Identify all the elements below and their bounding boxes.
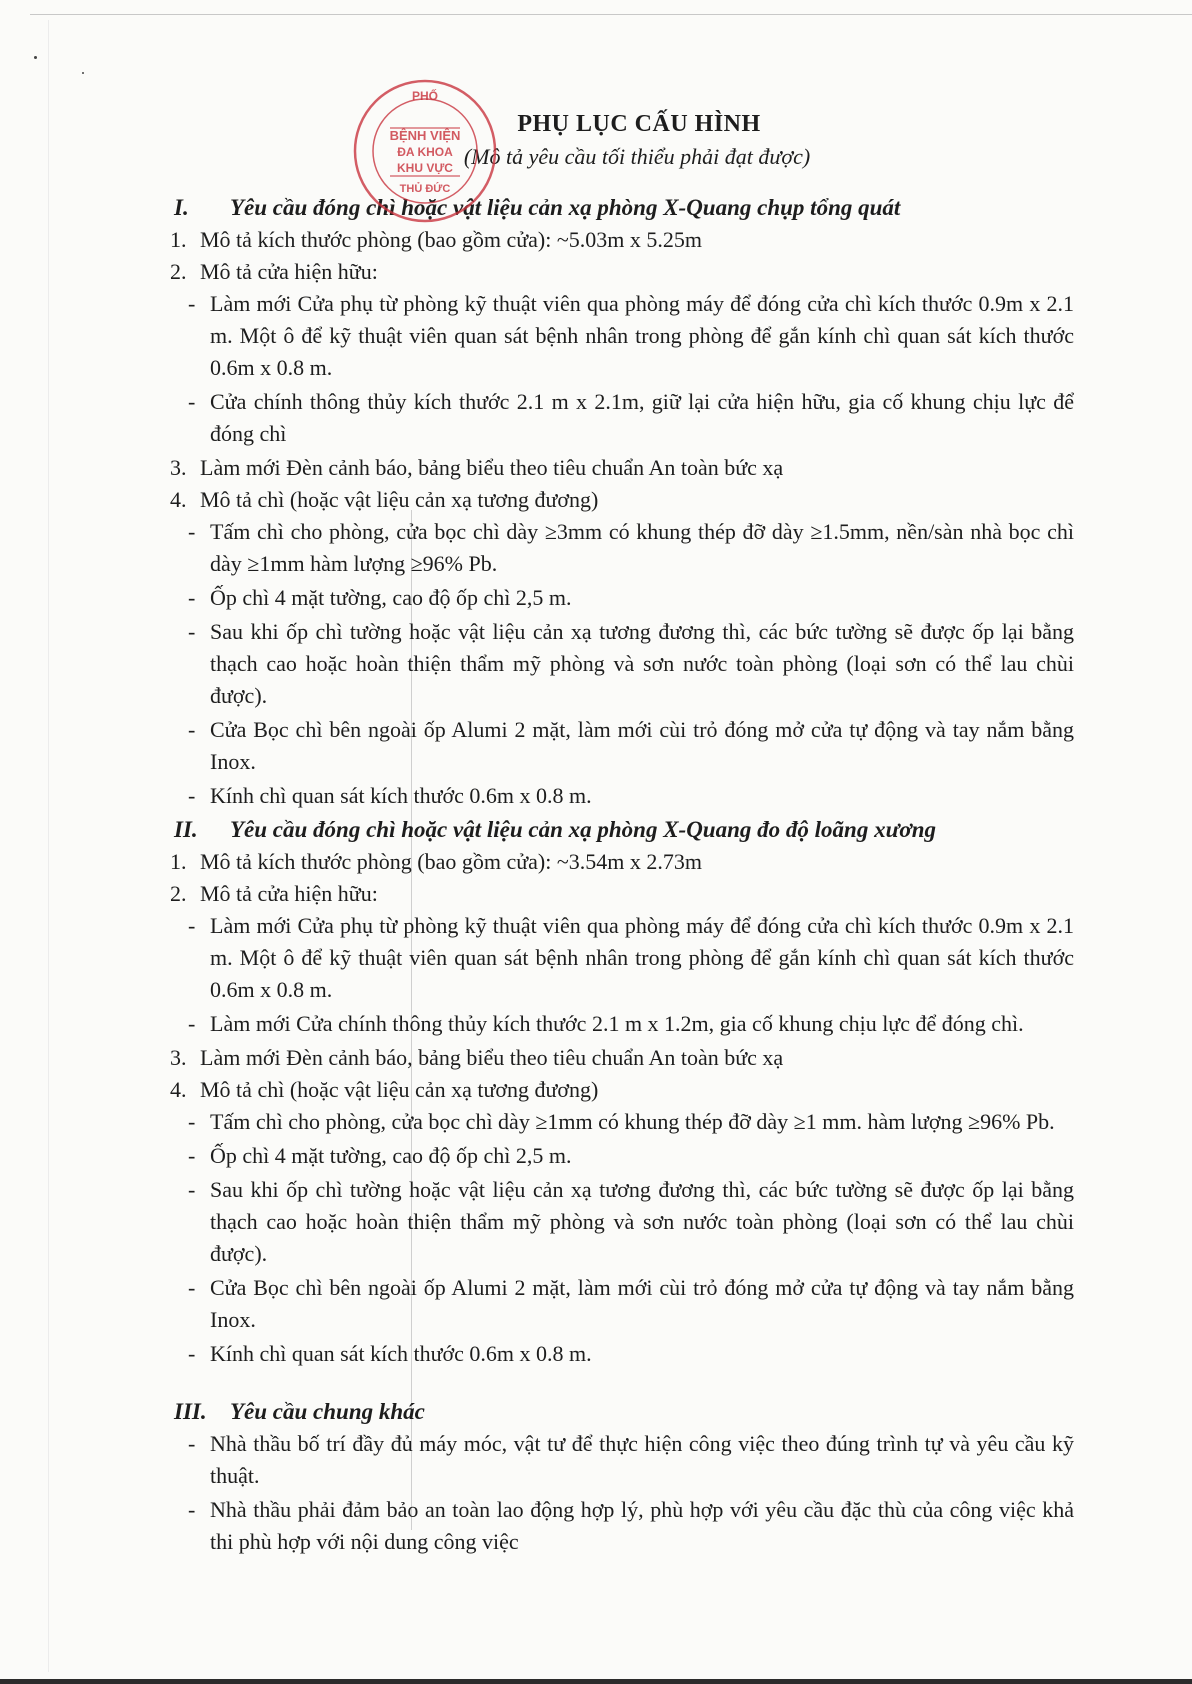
item-number: 3. bbox=[170, 1045, 187, 1070]
scan-edge-top bbox=[30, 14, 1192, 15]
bullet-item bbox=[188, 714, 1074, 778]
bullet-item bbox=[188, 1008, 1074, 1040]
item-text: Sau khi ốp chì tường hoặc vật liệu cản xạ tương đương thì, các bức tường sẽ được ốp lại bằng thạch cao hoặc hoàn thiện thẩm mỹ phòng và sơn nước toàn phòng (loại sơn có thể lau chùi được). bbox=[210, 1177, 1074, 1266]
bullet-item bbox=[188, 516, 1074, 580]
item-text: Ốp chì 4 mặt tường, cao độ ốp chì 2,5 m. bbox=[210, 1143, 572, 1168]
bullet-item bbox=[188, 582, 1074, 614]
item-text: Cửa Bọc chì bên ngoài ốp Alumi 2 mặt, làm mới cùi trỏ đóng mở cửa tự động và tay nắm bằng Inox. bbox=[210, 717, 1074, 774]
bullet-item bbox=[188, 1106, 1074, 1138]
item-number: 4. bbox=[170, 1077, 187, 1102]
section-heading bbox=[174, 192, 1074, 224]
bullet-item bbox=[188, 1338, 1074, 1370]
section-number: II. bbox=[174, 817, 198, 842]
bullet-item bbox=[188, 1494, 1074, 1558]
item-text: Làm mới Cửa phụ từ phòng kỹ thuật viên qua phòng máy để đóng cửa chì kích thước 0.9m x 2.1 m. Một ô để kỹ thuật viên quan sát bệnh nhân trong phòng để gắn kính chì quan sát kích thước 0.6m x 0.8 m. bbox=[210, 913, 1074, 1002]
item-text: Ốp chì 4 mặt tường, cao độ ốp chì 2,5 m. bbox=[210, 585, 572, 610]
section-number: III. bbox=[174, 1399, 207, 1424]
bullet-item bbox=[188, 616, 1074, 712]
bullet-item bbox=[188, 1174, 1074, 1270]
section-number: I. bbox=[174, 195, 189, 220]
item-text: Mô tả kích thước phòng (bao gồm cửa): ~3.54m x 2.73m bbox=[200, 849, 702, 874]
bullet-dash: - bbox=[188, 783, 196, 808]
bullet-item bbox=[188, 780, 1074, 812]
sections-container bbox=[164, 192, 1074, 1558]
bullet-item bbox=[188, 386, 1074, 450]
section-heading bbox=[174, 814, 1074, 846]
item-text: Kính chì quan sát kích thước 0.6m x 0.8 m. bbox=[210, 1341, 592, 1366]
item-text: Làm mới Đèn cảnh báo, bảng biểu theo tiêu chuẩn An toàn bức xạ bbox=[200, 1045, 784, 1070]
bullet-dash: - bbox=[188, 717, 196, 742]
item-text: Cửa Bọc chì bên ngoài ốp Alumi 2 mặt, làm mới cùi trỏ đóng mở cửa tự động và tay nắm bằng Inox. bbox=[210, 1275, 1074, 1332]
item-text: Mô tả chì (hoặc vật liệu cản xạ tương đương) bbox=[200, 487, 599, 512]
item-text: Mô tả chì (hoặc vật liệu cản xạ tương đương) bbox=[200, 1077, 599, 1102]
bullet-item bbox=[188, 910, 1074, 1006]
item-text: Làm mới Đèn cảnh báo, bảng biểu theo tiêu chuẩn An toàn bức xạ bbox=[200, 455, 784, 480]
item-number: 2. bbox=[170, 259, 187, 284]
item-text: Nhà thầu phải đảm bảo an toàn lao động hợp lý, phù hợp với yêu cầu đặc thù của công việc khả thi phù hợp với nội dung công việc bbox=[210, 1497, 1074, 1554]
stamp-text-line2: BỆNH VIỆN bbox=[389, 128, 461, 143]
bullet-item bbox=[188, 1272, 1074, 1336]
bullet-item bbox=[188, 1428, 1074, 1492]
numbered-item bbox=[170, 484, 1074, 516]
stamp-text-line3: ĐA KHOA bbox=[397, 145, 453, 159]
bullet-item bbox=[188, 1140, 1074, 1172]
section-heading-text: Yêu cầu chung khác bbox=[230, 1399, 425, 1424]
bullet-dash: - bbox=[188, 585, 196, 610]
bullet-dash: - bbox=[188, 1109, 196, 1134]
bullet-dash: - bbox=[188, 1341, 196, 1366]
stamp-text-line4: KHU VỰC bbox=[397, 161, 453, 175]
item-text: Làm mới Cửa chính thông thủy kích thước 2.1 m x 1.2m, gia cố khung chịu lực để đóng chì. bbox=[210, 1011, 1024, 1036]
item-text: Làm mới Cửa phụ từ phòng kỹ thuật viên qua phòng máy để đóng cửa chì kích thước 0.9m x 2.1 m. Một ô để kỹ thuật viên quan sát bệnh nhân trong phòng để gắn kính chì quan sát kích thước 0.6m x 0.8 m. bbox=[210, 291, 1074, 380]
document-page bbox=[164, 106, 1074, 1560]
item-text: Sau khi ốp chì tường hoặc vật liệu cản xạ tương đương thì, các bức tường sẽ được ốp lại bằng thạch cao hoặc hoàn thiện thẩm mỹ phòng và sơn nước toàn phòng (loại sơn có thể lau chùi được). bbox=[210, 619, 1074, 708]
stamp-text-line5: THỦ ĐỨC bbox=[399, 183, 451, 195]
item-number: 1. bbox=[170, 849, 187, 874]
scan-speck bbox=[82, 72, 84, 74]
scan-edge-left bbox=[48, 20, 49, 1672]
numbered-item bbox=[170, 256, 1074, 288]
section-heading bbox=[174, 1396, 1074, 1428]
bullet-dash: - bbox=[188, 1431, 196, 1456]
item-text: Kính chì quan sát kích thước 0.6m x 0.8 m. bbox=[210, 783, 592, 808]
item-number: 2. bbox=[170, 881, 187, 906]
numbered-item bbox=[170, 1074, 1074, 1106]
bullet-dash: - bbox=[188, 1011, 196, 1036]
red-seal-stamp bbox=[350, 76, 500, 226]
bullet-dash: - bbox=[188, 1143, 196, 1168]
scan-edge-bottom bbox=[0, 1679, 1192, 1684]
item-number: 1. bbox=[170, 227, 187, 252]
item-text: Mô tả cửa hiện hữu: bbox=[200, 881, 378, 906]
section-heading-text: Yêu cầu đóng chì hoặc vật liệu cản xạ phòng X-Quang đo độ loãng xương bbox=[230, 817, 936, 842]
item-number: 4. bbox=[170, 487, 187, 512]
section-heading-text: Yêu cầu đóng chì hoặc vật liệu cản xạ phòng X-Quang chụp tổng quát bbox=[230, 195, 901, 220]
stamp-text-top: PHỐ bbox=[411, 89, 439, 103]
bullet-dash: - bbox=[188, 389, 196, 414]
item-text: Tấm chì cho phòng, cửa bọc chì dày ≥3mm có khung thép đỡ dày ≥1.5mm, nền/sàn nhà bọc chì dày ≥1mm hàm lượng ≥96% Pb. bbox=[210, 519, 1074, 576]
bullet-dash: - bbox=[188, 1177, 196, 1202]
item-text: Tấm chì cho phòng, cửa bọc chì dày ≥1mm có khung thép đỡ dày ≥1 mm. hàm lượng ≥96% Pb. bbox=[210, 1109, 1055, 1134]
numbered-item bbox=[170, 846, 1074, 878]
bullet-dash: - bbox=[188, 1275, 196, 1300]
item-text: Nhà thầu bố trí đầy đủ máy móc, vật tư để thực hiện công việc theo đúng trình tự và yêu cầu kỹ thuật. bbox=[210, 1431, 1074, 1488]
bullet-item bbox=[188, 288, 1074, 384]
document-subtitle: (Mô tả yêu cầu tối thiểu phải đạt được) bbox=[463, 144, 811, 169]
item-text: Cửa chính thông thủy kích thước 2.1 m x 2.1m, giữ lại cửa hiện hữu, gia cố khung chịu lực để đóng chì bbox=[210, 389, 1074, 446]
item-text: Mô tả kích thước phòng (bao gồm cửa): ~5.03m x 5.25m bbox=[200, 227, 702, 252]
item-number: 3. bbox=[170, 455, 187, 480]
numbered-item bbox=[170, 1042, 1074, 1074]
bullet-dash: - bbox=[188, 519, 196, 544]
scan-speck bbox=[34, 56, 37, 59]
bullet-dash: - bbox=[188, 619, 196, 644]
numbered-item bbox=[170, 878, 1074, 910]
bullet-dash: - bbox=[188, 1497, 196, 1522]
item-text: Mô tả cửa hiện hữu: bbox=[200, 259, 378, 284]
bullet-dash: - bbox=[188, 291, 196, 316]
numbered-item bbox=[170, 224, 1074, 256]
bullet-dash: - bbox=[188, 913, 196, 938]
document-title: PHỤ LỤC CẤU HÌNH bbox=[517, 111, 761, 137]
numbered-item bbox=[170, 452, 1074, 484]
